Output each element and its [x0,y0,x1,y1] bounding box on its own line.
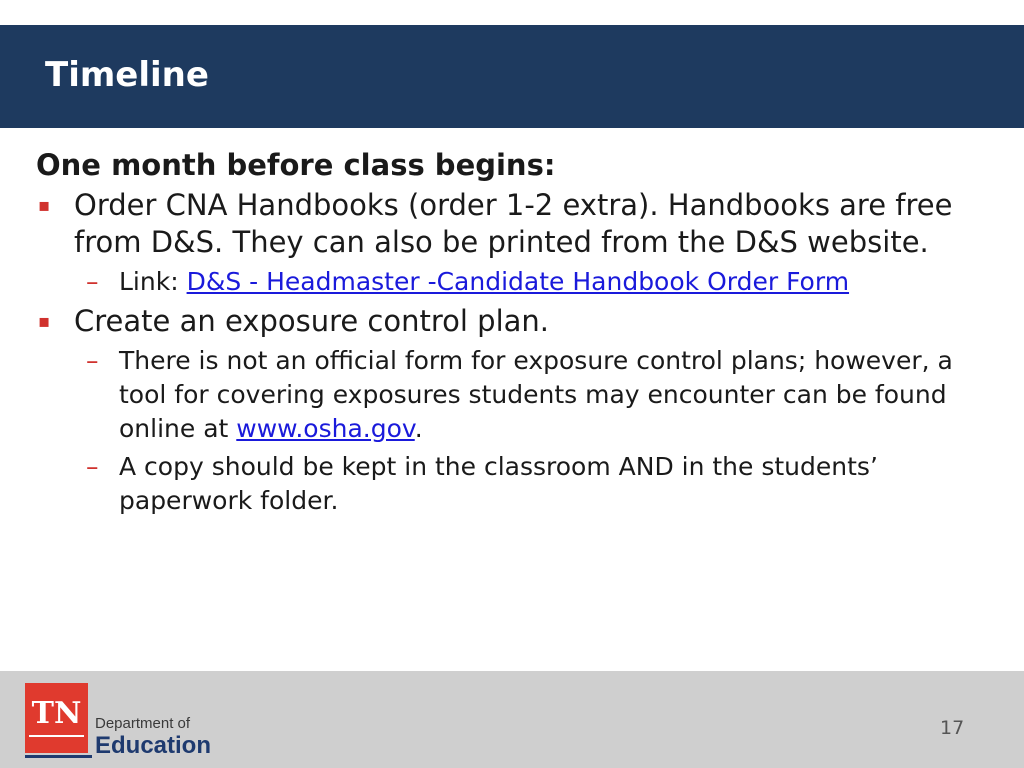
dash-bullet-icon: – [86,346,99,375]
sub-item-handbook-link [36,265,956,299]
tn-logo-mark: TN [31,696,82,731]
sub-item-osha [36,344,956,446]
sub-item-text: A copy should be kept in the classroom AND in the students’ paperwork folder. [119,452,878,515]
bullet-item-order-handbooks [36,187,956,261]
section-heading: One month before class begins: [36,148,556,182]
handbook-order-form-link[interactable]: D&S - Headmaster -Candidate Handbook Order Form [186,267,850,296]
tn-education-logo [25,683,215,759]
osha-link[interactable]: www.osha.gov [236,414,415,443]
logo-education-text: Education [95,732,212,759]
square-bullet-icon: ▪ [38,311,51,332]
square-bullet-icon: ▪ [38,195,51,216]
bullet-item-exposure-plan [36,303,956,340]
sub-item-prefix: There is not an official form for exposure control plans; however, a tool for covering exposures students may encounter can be found online at [119,346,953,443]
tn-logo-divider [29,735,84,737]
sub-item-suffix: . [414,414,423,443]
logo-department-text: Department of [95,715,191,732]
page-number: 17 [940,717,965,739]
bullet-text: Order CNA Handbooks (order 1-2 extra). Handbooks are free from D&S. They can also be printed from the D&S website. [74,188,953,259]
sub-item-prefix: Link: [119,267,187,296]
bullet-text: Create an exposure control plan. [74,304,550,338]
logo-underline [25,755,92,758]
slide-content [36,145,956,522]
dash-bullet-icon: – [86,452,99,481]
sub-item-copy-kept [36,450,956,518]
slide-title: Timeline [45,55,209,95]
dash-bullet-icon: – [86,267,99,296]
